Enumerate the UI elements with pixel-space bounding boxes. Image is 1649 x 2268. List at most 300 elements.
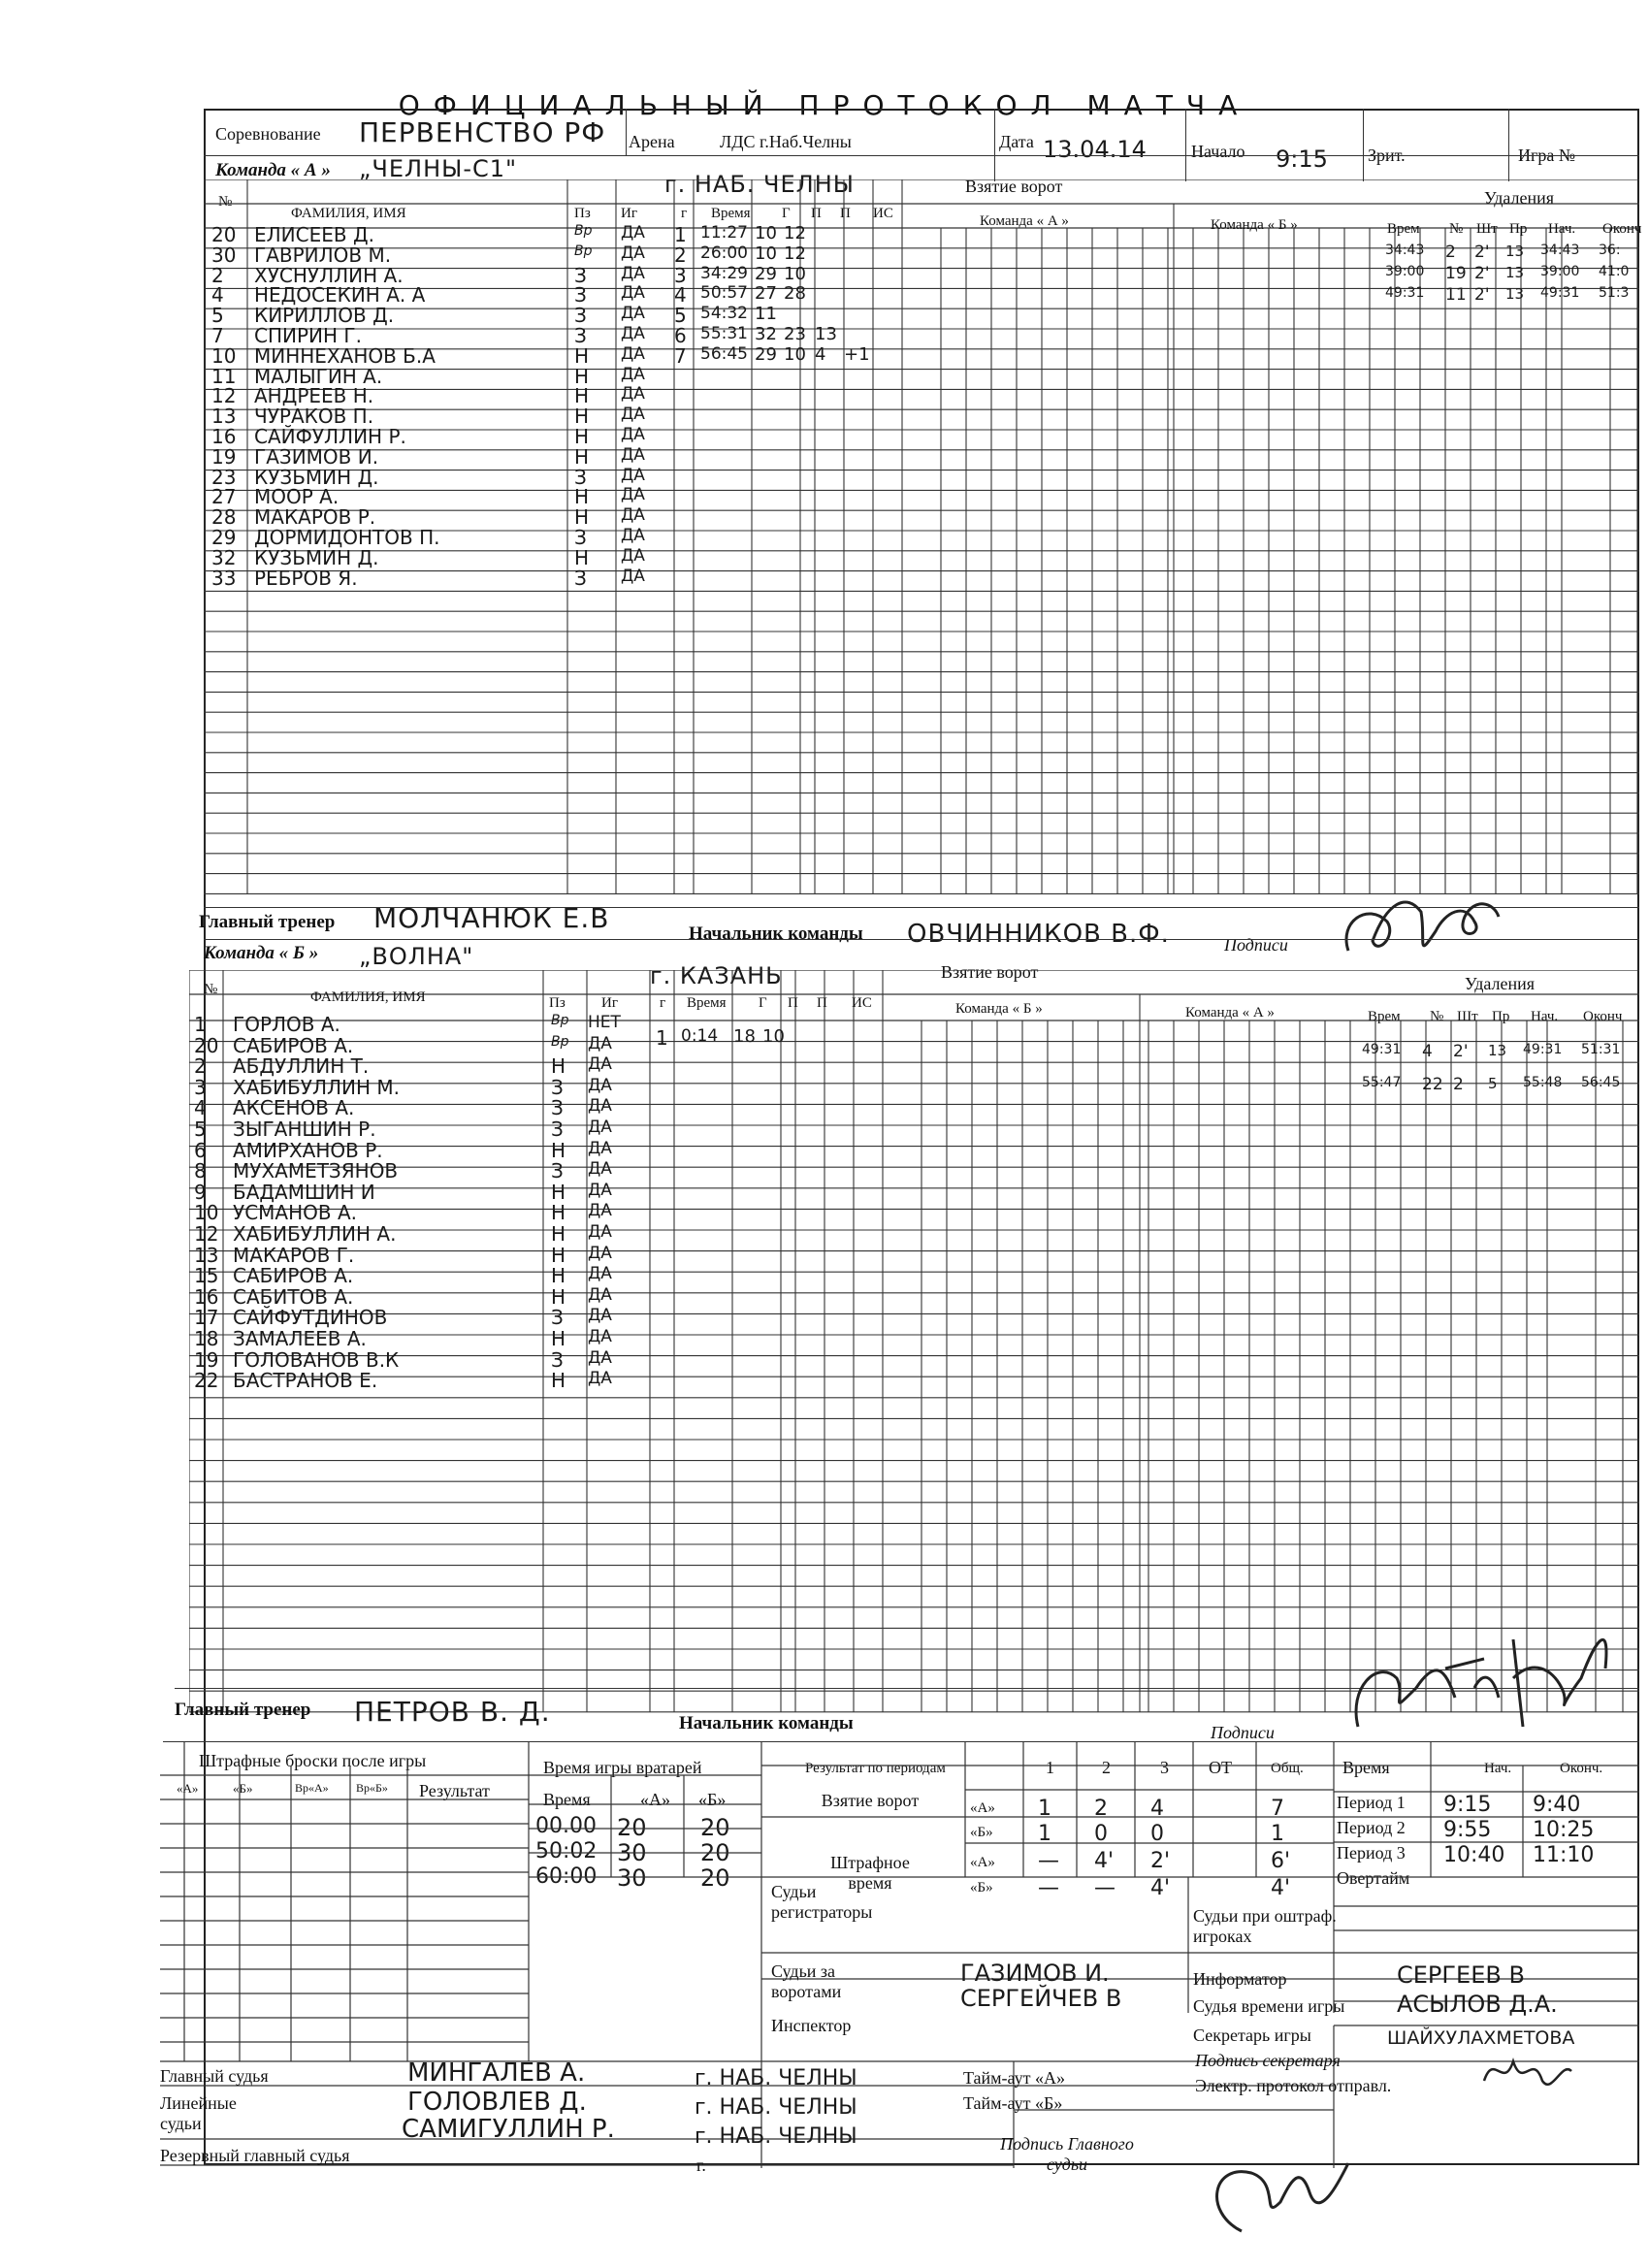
goalie-b-value: 20 [700,1814,730,1841]
goalie-time-col-b: «Б» [698,1790,727,1809]
shootout-col-gkb: Вр«Б» [356,1781,388,1795]
player-position: З [574,526,587,549]
player-number: 20 [211,223,237,246]
player-plays: ДА [621,364,645,384]
col-p1-b: П [788,995,798,1011]
team-a-city: г. НАБ. ЧЕЛНЫ [664,171,855,198]
player-number: 15 [194,1264,219,1288]
player-number: 13 [211,405,237,429]
player-number: 12 [194,1222,219,1246]
player-plays: ДА [588,1180,612,1200]
timeout-a-label: Тайм-аут «А» [963,2068,1065,2088]
player-plays: ДА [588,1243,612,1263]
player-name: МИННЕХАНОВ Б.А [254,343,436,368]
player-name: МООР А. [254,485,340,509]
player-name: ДОРМИДОНТОВ П. [254,526,440,549]
player-number: 16 [211,425,237,448]
goalie-a-value: 20 [617,1814,647,1841]
player-plays: ДА [621,405,645,425]
goal-scorer: 32 [755,324,777,344]
player-number: 30 [211,243,237,267]
periods-title: Результат по периодам [805,1761,946,1776]
penalty-time: 34:43 [1385,243,1425,258]
period-value: 4' [1094,1849,1115,1873]
arena-value: ЛДС г.Наб.Челны [720,132,852,151]
col-pen-time-a: Врем [1387,221,1420,237]
period-name: Период 3 [1337,1843,1406,1863]
col-pen-start-b: Нач. [1531,1009,1559,1024]
player-number: 4 [194,1096,207,1120]
col-pen-min-b: Шт [1457,1009,1478,1024]
penalty-player: 11 [1445,285,1467,305]
penalty-minutes: 2' [1474,264,1490,283]
player-number: 22 [194,1369,219,1393]
period-name: Период 2 [1337,1818,1406,1837]
player-name: АБДУЛЛИН Т. [233,1054,370,1079]
period-value: 1 [1038,1822,1051,1846]
goal-scorer: 10 [755,243,777,264]
goal-assist-2: 4 [815,343,826,365]
goalie-time-value: 60:00 [535,1864,598,1889]
secretary-signature [1474,2042,1591,2110]
player-name: МАЛЫГИН А. [254,364,383,388]
player-name: ХУСНУЛЛИН А. [254,263,404,287]
goalie-time-col-time: Время [543,1790,591,1809]
penalty-player: 19 [1445,264,1467,283]
team-a-goals-title: Взятие ворот [965,177,1063,196]
col-pen-end-b: Оконч [1583,1009,1623,1024]
player-number: 28 [211,505,237,530]
player-number: 5 [194,1118,207,1141]
player-name: БАСТРАНОВ Е. [233,1369,378,1393]
goal-time: 0:14 [681,1026,719,1046]
player-name: ЗАМАЛЕЕВ А. [233,1327,367,1350]
row-goals-a: «А» [970,1800,995,1816]
penalty-code: 13 [1505,264,1525,281]
penalty-player: 2 [1445,243,1456,262]
goalie-time-col-a: «А» [640,1790,670,1809]
player-plays: ДА [621,243,645,263]
secretary-value: ШАЙХУЛАХМЕТОВА [1387,2027,1575,2049]
player-position: Н [551,1327,566,1350]
col-pos-a: Пз [574,206,591,221]
goal-number: 4 [674,283,687,308]
player-position: Вр [551,1033,569,1050]
period-col-2: 2 [1102,1758,1111,1777]
player-position: Н [551,1284,566,1309]
goal-time: 11:27 [700,223,748,243]
period-value: — [1094,1876,1116,1900]
col-is-b: ИС [852,995,872,1011]
player-name: ГОЛОВАНОВ В.К [233,1347,400,1372]
document-title: ОФИЦИАЛЬНЫЙ ПРОТОКОЛ МАТЧА [398,89,1251,121]
period-end: 9:40 [1533,1793,1581,1817]
goalie-a-value: 30 [617,1839,647,1866]
penalty-end: 56:45 [1581,1075,1621,1090]
team-b-label: Команда « Б » [204,943,319,963]
player-number: 27 [211,485,237,509]
period-value: — [1038,1876,1059,1900]
player-number: 13 [194,1243,219,1267]
period-end-label: Оконч. [1560,1761,1603,1776]
player-name: АМИРХАНОВ Р. [233,1138,383,1162]
col-p2-b: П [817,995,827,1011]
player-number: 10 [194,1201,219,1225]
penalty-start: 55:48 [1523,1075,1563,1090]
player-number: 5 [211,304,224,328]
player-plays: ДА [588,1222,612,1242]
team-a-signatures-label: Подписи [1224,935,1288,955]
penalty-start: 49:31 [1523,1042,1563,1057]
player-position: Н [574,405,590,429]
penalty-code: 5 [1488,1075,1498,1092]
player-plays: ДА [621,384,645,405]
linesman-1-city: г. НАБ. ЧЕЛНЫ [695,2095,857,2120]
player-name: САБИРОВ А. [233,1264,354,1288]
spectators-label: Зрит. [1368,146,1406,165]
player-plays: ДА [588,1138,612,1158]
goal-assist-1: 23 [784,324,806,344]
team-b-penalties-title: Удаления [1465,974,1536,993]
player-position: З [574,465,587,489]
registrars-label: Судьи регистраторы [771,1882,873,1922]
player-position: З [574,304,587,328]
shootout-col-a: «А» [177,1781,199,1796]
player-plays: ДА [621,343,645,364]
main-ref-label: Главный судья [160,2066,269,2086]
goal-time: 50:57 [700,283,748,304]
goal-assist-1: 28 [784,283,806,305]
col-goal-b: Г [759,995,767,1011]
player-number: 32 [211,545,237,569]
player-plays: ДА [588,1118,612,1137]
player-position: Вр [551,1013,569,1028]
penalty-minutes: 2' [1474,243,1490,262]
player-name: БАДАМШИН И [233,1180,375,1204]
player-position: З [551,1306,564,1330]
player-name: ХАБИБУЛЛИН А. [233,1222,397,1246]
player-number: 12 [211,384,237,408]
player-position: Н [574,384,590,408]
competition-label: Соревнование [215,124,321,144]
col-g-a: г [681,206,688,221]
team-a-coach: МОЛЧАНЮК Е.В [373,902,610,934]
player-name: НЕДОСЕКИН А. А [254,283,426,308]
goal-scorer: 27 [755,283,777,305]
col-pen-min-a: Шт [1476,221,1498,237]
goal-assist-1: 12 [784,243,806,264]
player-plays: ДА [588,1096,612,1117]
period-col-total: Общ. [1271,1761,1304,1776]
shootout-col-gka: Вр«А» [295,1781,329,1795]
col-team-b-b: Команда « Б » [955,1001,1043,1017]
goal-time: 54:32 [700,304,748,324]
player-position: Н [551,1222,566,1246]
player-position: Н [551,1243,566,1267]
period-name: Овертайм [1337,1868,1410,1888]
linesman-2: САМИГУЛЛИН Р. [402,2115,615,2144]
player-plays: ДА [588,1075,612,1095]
player-name: РЕБРОВ Я. [254,566,358,590]
period-value: 2 [1094,1797,1108,1821]
shootout-col-result: Результат [419,1781,490,1800]
player-plays: ДА [588,1284,612,1305]
player-position: Вр [574,243,593,259]
team-b-signatures-label: Подписи [1211,1723,1275,1742]
col-pos-b: Пз [549,995,566,1011]
player-plays: ДА [621,324,645,343]
col-pen-start-a: Нач. [1548,221,1576,237]
player-plays: ДА [588,1369,612,1389]
penalty-end: 51:3 [1599,285,1630,301]
main-ref-sign-label: Подпись Главного судьи [1000,2134,1134,2174]
penalty-start: 39:00 [1540,264,1580,279]
player-name: АКСЕНОВ А. [233,1096,355,1120]
player-position: Н [574,364,590,388]
goal-scorer: 11 [755,304,777,325]
player-position: Н [551,1201,566,1225]
player-plays: НЕТ [588,1013,621,1032]
shootout-title: Штрафные броски после игры [199,1751,427,1770]
col-name-a: ФАМИЛИЯ, ИМЯ [291,206,406,221]
player-position: З [551,1347,564,1372]
goal-scorer: 29 [755,343,777,365]
period-value: 6' [1271,1849,1291,1873]
penalty-judges-label: Судьи при оштраф. игроках [1193,1906,1337,1946]
main-ref-signature [1183,2124,1377,2260]
player-number: 19 [211,444,237,469]
penalty-time: 49:31 [1385,285,1425,301]
team-a-coach-signature [1329,883,1523,970]
col-team-a-b: Команда « А » [1185,1005,1275,1021]
period-end: 10:25 [1533,1818,1595,1842]
player-name: АНДРЕЕВ Н. [254,384,374,408]
player-name: УСМАНОВ А. [233,1201,357,1225]
linesman-1: ГОЛОВЛЕВ Д. [407,2088,587,2117]
player-number: 8 [194,1159,207,1183]
period-value: 7 [1271,1797,1284,1821]
goalie-time-title: Время игры вратарей [543,1758,702,1777]
start-label: Начало [1191,142,1245,161]
row-pim-a: «А» [970,1855,995,1870]
col-no-a: № [218,194,233,210]
player-position: Н [574,505,590,530]
player-plays: ДА [588,1306,612,1326]
team-b-name: „ВОЛНА" [359,943,474,970]
goalie-time-value: 50:02 [535,1839,598,1863]
goal-assist-1: 10 [762,1026,785,1047]
penalty-minutes: 2 [1453,1075,1464,1094]
period-col-ot: ОТ [1209,1758,1232,1777]
goal-number: 1 [656,1026,668,1050]
team-b-coach: ПЕТРОВ В. Д. [354,1696,551,1728]
col-g-b: г [660,995,666,1011]
goal-time: 26:00 [700,243,748,263]
goal-time: 56:45 [700,343,748,364]
col-p1-a: П [811,206,822,221]
player-plays: ДА [621,425,645,444]
team-b-city: г. КАЗАНЬ [650,962,783,989]
e-protocol-label: Электр. протокол отправл. [1195,2076,1392,2095]
goal-assist-1: 10 [784,263,806,284]
period-value: — [1038,1849,1059,1873]
player-position: З [551,1096,564,1120]
team-a-coach-label: Главный тренер [199,912,336,932]
player-position: Н [551,1264,566,1288]
linesmen-label: Линейные судьи [160,2093,237,2133]
col-pen-no-a: № [1449,221,1464,237]
player-position: Н [551,1054,566,1079]
goal-scorer: 10 [755,223,777,243]
player-name: КУЗЬМИН Д. [254,545,379,569]
player-name: МАКАРОВ Р. [254,505,376,530]
player-name: САБИРОВ А. [233,1033,354,1057]
col-name-b: ФАМИЛИЯ, ИМЯ [310,989,426,1005]
game-number-label: Игра № [1518,146,1576,165]
period-value: 2' [1150,1849,1171,1873]
player-plays: ДА [588,1327,612,1346]
goalie-a-value: 30 [617,1864,647,1892]
player-name: КУЗЬМИН Д. [254,465,379,489]
player-number: 16 [194,1284,219,1309]
goal-judge-1: ГАЗИМОВ И. [960,1960,1110,1987]
penalty-code: 13 [1505,243,1525,260]
player-plays: ДА [621,263,645,283]
player-position: Н [551,1138,566,1162]
player-position: З [574,263,587,287]
col-time-b: Время [687,995,727,1011]
goal-scorer: 29 [755,263,777,284]
goal-time: 34:29 [700,263,748,283]
col-goal-a: Г [782,206,791,221]
player-position: З [574,566,587,590]
period-value: 4 [1150,1797,1164,1821]
period-start: 9:55 [1443,1818,1492,1842]
penalty-time: 39:00 [1385,264,1425,279]
goal-number: 6 [674,324,687,347]
penalty-start: 49:31 [1540,285,1580,301]
team-a-manager: ОВЧИННИКОВ В.Ф. [907,920,1170,949]
period-value: 4' [1271,1876,1291,1900]
player-name: САЙФУЛЛИН Р. [254,425,406,448]
player-name: КИРИЛЛОВ Д. [254,304,395,328]
goal-assist-1: 10 [784,343,806,365]
timekeeper-label: Судья времени игры [1193,1996,1345,2016]
player-number: 20 [194,1033,219,1057]
team-a-label: Команда « А » [215,160,331,180]
player-position: З [574,324,587,347]
secretary-label: Секретарь игры [1193,2025,1311,2045]
player-position: Н [574,485,590,509]
penalty-time: 55:47 [1362,1075,1402,1090]
period-start-label: Нач. [1484,1761,1512,1776]
player-name: ГАЗИМОВ И. [254,444,379,469]
player-position: З [551,1075,564,1099]
goal-judge-2: СЕРГЕЙЧЕВ В [960,1985,1122,2012]
start-value: 9:15 [1276,146,1328,173]
player-name: ЗЫГАНШИН Р. [233,1118,376,1141]
period-name: Период 1 [1337,1793,1406,1812]
penalty-end: 36: [1599,243,1621,258]
goalie-time-value: 00.00 [535,1814,597,1838]
team-b-manager-label: Начальник команды [679,1713,854,1733]
period-start: 9:15 [1443,1793,1492,1817]
goal-judges-label: Судьи за воротами [771,1961,842,2001]
penalty-end: 51:31 [1581,1042,1621,1057]
player-plays: ДА [588,1033,612,1053]
shootout-col-b: «Б» [233,1781,253,1796]
player-number: 18 [194,1327,219,1350]
player-name: СПИРИН Г. [254,324,362,347]
player-position: Н [574,425,590,448]
player-number: 1 [194,1013,207,1036]
col-play-b: Иг [601,995,618,1011]
team-b-coach-label: Главный тренер [175,1700,311,1720]
period-goals-label: Взятие ворот [821,1791,920,1810]
main-ref-city: г. НАБ. ЧЕЛНЫ [695,2066,857,2090]
col-time-a: Время [711,206,751,221]
goal-number: 1 [674,223,687,246]
player-plays: ДА [621,505,645,526]
period-time-label: Время [1342,1758,1390,1777]
row-goals-b: «Б» [970,1825,993,1840]
penalty-player: 4 [1422,1042,1433,1061]
player-name: ГОРЛОВ А. [233,1013,340,1036]
player-number: 19 [194,1347,219,1372]
col-no-b: № [204,982,218,997]
inspector-label: Инспектор [771,2016,852,2035]
player-number: 6 [194,1138,207,1162]
player-plays: ДА [621,545,645,566]
player-position: Н [574,545,590,569]
player-plays: ДА [621,283,645,304]
player-plays: ДА [621,465,645,485]
col-pen-end-a: Оконч [1602,221,1642,237]
player-name: ЕЛИСЕЕВ Д. [254,223,374,246]
timekeeper-value: АСЫЛОВ Д.А. [1397,1991,1558,2018]
player-position: З [551,1118,564,1141]
informator-label: Информатор [1193,1969,1287,1989]
period-pim-label: Штрафное время [830,1853,910,1893]
goal-assist-1: 12 [784,223,806,243]
col-p2-a: П [840,206,851,221]
period-start: 10:40 [1443,1843,1505,1867]
player-position: Н [574,444,590,469]
player-plays: ДА [588,1347,612,1368]
player-number: 9 [194,1180,207,1204]
date-label: Дата [999,132,1034,151]
player-plays: ДА [621,566,645,586]
reserve-ref-label: Резервный главный судья [160,2146,350,2165]
player-position: З [574,283,587,308]
player-position: Н [574,343,590,368]
player-position: Н [551,1369,566,1393]
goalie-b-value: 20 [700,1839,730,1866]
goal-assist-2: 13 [815,324,837,344]
player-name: МУХАМЕТЗЯНОВ [233,1159,399,1183]
player-number: 10 [211,343,237,368]
player-position: Н [551,1180,566,1204]
player-plays: ДА [621,304,645,324]
team-a-manager-label: Начальник команды [689,923,863,944]
col-team-b-a: Команда « Б » [1211,217,1298,233]
penalty-player: 22 [1422,1075,1443,1094]
linesman-2-city: г. НАБ. ЧЕЛНЫ [695,2124,857,2149]
player-number: 2 [211,263,224,287]
goalie-b-value: 20 [700,1864,730,1892]
player-number: 23 [211,465,237,489]
player-name: ХАБИБУЛЛИН М. [233,1075,401,1099]
